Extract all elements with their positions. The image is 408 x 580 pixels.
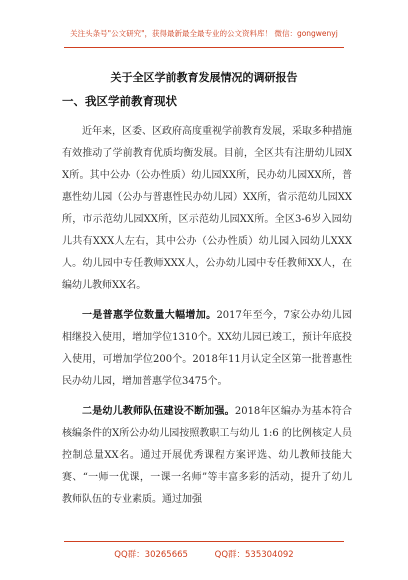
paragraph-text: 2017年至今，7家公办幼儿园相继投入使用，增加学位1310个。XX幼儿园已竣工，预计年底投入使用，可增加学位200个。2018年11月认定全区第一批普惠性民办幼儿园，增加普惠学位3475个。 <box>62 310 353 387</box>
paragraph-teachers <box>62 401 352 511</box>
header-divider <box>64 47 344 48</box>
paragraph-lead: 一是普惠学位数量大幅增加。 <box>82 310 217 321</box>
paragraph-enrollment <box>62 305 352 393</box>
footer-qq-group-2: QQ群：535304092 <box>214 550 294 560</box>
footer-divider <box>64 541 344 542</box>
header-promo-note: 关注头条号"公文研究"，获得最新最全最专业的公文资料库！ 微信：gongwenyj <box>70 29 338 38</box>
paragraph-text: 2018年区编办为基本符合核编条件的X所公办幼儿园按照教职工与幼儿 1:6 的比例核定人员控制总量XX名。通过开展优秀课程方案评选、幼儿教师技能大赛、“一师一优课，一课一名师”等丰富多彩的活动，提升了幼儿教师队伍的专业素质。通过加强 <box>62 406 352 505</box>
document-body <box>62 92 352 519</box>
footer-qq-group-1: QQ群：30265665 <box>114 550 188 560</box>
footer <box>0 548 408 560</box>
paragraph-lead: 二是幼儿教师队伍建设不断加强。 <box>82 406 235 417</box>
section-heading: 一、我区学前教育现状 <box>62 94 177 108</box>
paragraph-overview: 近年来，区委、区政府高度重视学前教育发展，采取多种措施有效推动了学前教育优质均衡发展。目前，全区共有注册幼儿园XX所。其中公办（公办性质）幼儿园XX所，民办幼儿园XX所，普惠性幼儿园（公办与普惠性民办幼儿园）XX所，省示范幼儿园XX所，市示范幼儿园XX所，区示范幼儿园XX所。全区3-6岁入园幼儿共有XXX人左右，其中公办（公办性质）幼儿园入园幼儿XXX人。幼儿园中专任教师XXX人，公办幼儿园中专任教师XX人，在编幼儿教师XX名。 <box>62 126 352 291</box>
document-title: 关于全区学前教育发展情况的调研报告 <box>110 71 298 84</box>
